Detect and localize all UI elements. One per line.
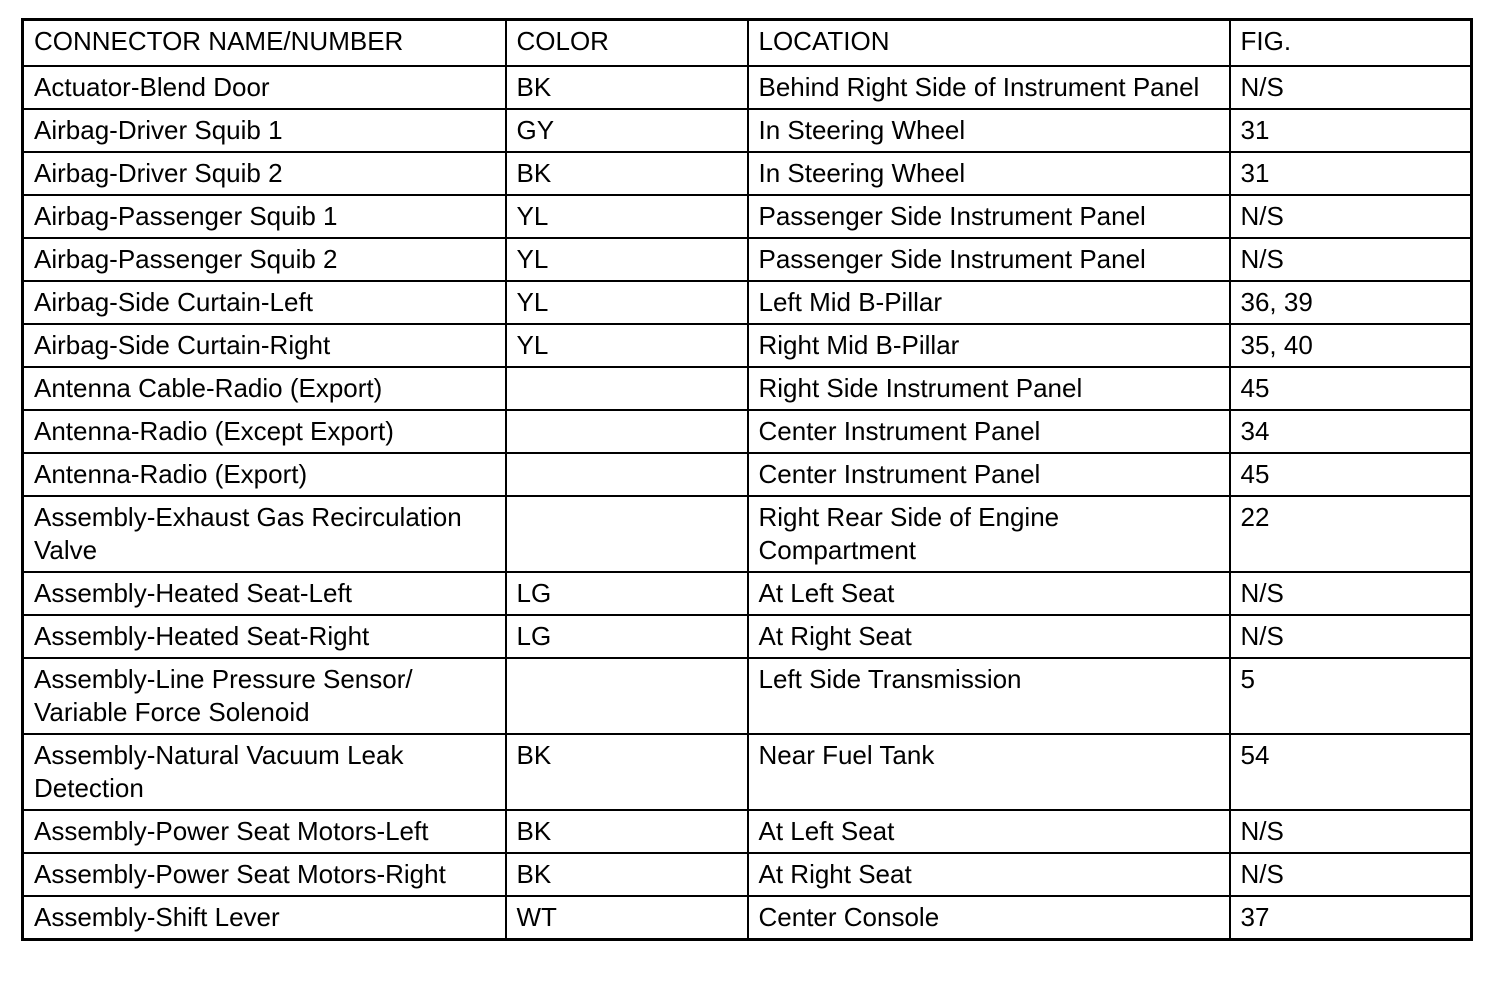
table-row [23, 109, 1472, 152]
fig-cell: 54 [1230, 734, 1472, 810]
location-cell: Right Side Instrument Panel [748, 367, 1230, 410]
connector-name-cell: Airbag-Side Curtain-Left [23, 281, 506, 324]
color-cell [506, 410, 748, 453]
connector-name-cell: Antenna-Radio (Except Export) [23, 410, 506, 453]
connector-name-cell: Assembly-Power Seat Motors-Right [23, 853, 506, 896]
fig-cell: N/S [1230, 572, 1472, 615]
table-row [23, 810, 1472, 853]
connector-name-cell: Assembly-Shift Lever [23, 896, 506, 940]
location-cell: At Left Seat [748, 810, 1230, 853]
table-row [23, 152, 1472, 195]
fig-cell: N/S [1230, 810, 1472, 853]
connector-name-cell: Assembly-Power Seat Motors-Left [23, 810, 506, 853]
fig-cell: N/S [1230, 238, 1472, 281]
color-cell: YL [506, 238, 748, 281]
color-cell: BK [506, 734, 748, 810]
location-cell: Passenger Side Instrument Panel [748, 238, 1230, 281]
table-row [23, 496, 1472, 572]
fig-cell: 31 [1230, 109, 1472, 152]
fig-cell: N/S [1230, 853, 1472, 896]
color-cell: YL [506, 324, 748, 367]
fig-cell: 35, 40 [1230, 324, 1472, 367]
table-row [23, 195, 1472, 238]
location-cell: Center Console [748, 896, 1230, 940]
table-row [23, 853, 1472, 896]
fig-cell: N/S [1230, 66, 1472, 109]
connector-name-cell: Airbag-Driver Squib 1 [23, 109, 506, 152]
header-connector-name: CONNECTOR NAME/NUMBER [23, 20, 506, 67]
connector-table [21, 18, 1473, 941]
color-cell: GY [506, 109, 748, 152]
fig-cell: N/S [1230, 615, 1472, 658]
table-row [23, 66, 1472, 109]
location-cell: Right Mid B-Pillar [748, 324, 1230, 367]
color-cell [506, 367, 748, 410]
table-row [23, 324, 1472, 367]
location-cell: At Right Seat [748, 615, 1230, 658]
connector-name-cell: Assembly-Line Pressure Sensor/ Variable Force Solenoid [23, 658, 506, 734]
connector-name-cell: Airbag-Passenger Squib 2 [23, 238, 506, 281]
fig-cell: 31 [1230, 152, 1472, 195]
location-cell: Near Fuel Tank [748, 734, 1230, 810]
location-cell: At Right Seat [748, 853, 1230, 896]
fig-cell: 5 [1230, 658, 1472, 734]
color-cell: YL [506, 195, 748, 238]
table-row [23, 658, 1472, 734]
fig-cell: 22 [1230, 496, 1472, 572]
connector-name-cell: Airbag-Passenger Squib 1 [23, 195, 506, 238]
table-row [23, 615, 1472, 658]
table-row [23, 453, 1472, 496]
location-cell: Center Instrument Panel [748, 453, 1230, 496]
header-location: LOCATION [748, 20, 1230, 67]
table-row [23, 367, 1472, 410]
connector-name-cell: Assembly-Heated Seat-Left [23, 572, 506, 615]
header-fig: FIG. [1230, 20, 1472, 67]
location-cell: Behind Right Side of Instrument Panel [748, 66, 1230, 109]
connector-name-cell: Actuator-Blend Door [23, 66, 506, 109]
color-cell [506, 658, 748, 734]
color-cell: BK [506, 66, 748, 109]
color-cell: WT [506, 896, 748, 940]
table-row [23, 410, 1472, 453]
connector-name-cell: Airbag-Driver Squib 2 [23, 152, 506, 195]
color-cell: LG [506, 615, 748, 658]
color-cell: BK [506, 810, 748, 853]
table-row [23, 238, 1472, 281]
location-cell: Passenger Side Instrument Panel [748, 195, 1230, 238]
fig-cell: 36, 39 [1230, 281, 1472, 324]
fig-cell: 45 [1230, 453, 1472, 496]
location-cell: Center Instrument Panel [748, 410, 1230, 453]
color-cell [506, 496, 748, 572]
table-row [23, 281, 1472, 324]
location-cell: In Steering Wheel [748, 109, 1230, 152]
header-color: COLOR [506, 20, 748, 67]
connector-name-cell: Antenna Cable-Radio (Export) [23, 367, 506, 410]
location-cell: Left Mid B-Pillar [748, 281, 1230, 324]
location-cell: Right Rear Side of Engine Compartment [748, 496, 1230, 572]
location-cell: At Left Seat [748, 572, 1230, 615]
header-row [23, 20, 1472, 67]
table-row [23, 734, 1472, 810]
color-cell: BK [506, 152, 748, 195]
connector-name-cell: Assembly-Exhaust Gas Recirculation Valve [23, 496, 506, 572]
table-row [23, 572, 1472, 615]
location-cell: Left Side Transmission [748, 658, 1230, 734]
location-cell: In Steering Wheel [748, 152, 1230, 195]
fig-cell: N/S [1230, 195, 1472, 238]
connector-name-cell: Airbag-Side Curtain-Right [23, 324, 506, 367]
fig-cell: 34 [1230, 410, 1472, 453]
connector-name-cell: Assembly-Heated Seat-Right [23, 615, 506, 658]
connector-name-cell: Assembly-Natural Vacuum Leak Detection [23, 734, 506, 810]
fig-cell: 37 [1230, 896, 1472, 940]
color-cell [506, 453, 748, 496]
table-row [23, 896, 1472, 940]
color-cell: LG [506, 572, 748, 615]
fig-cell: 45 [1230, 367, 1472, 410]
connector-name-cell: Antenna-Radio (Export) [23, 453, 506, 496]
color-cell: BK [506, 853, 748, 896]
color-cell: YL [506, 281, 748, 324]
